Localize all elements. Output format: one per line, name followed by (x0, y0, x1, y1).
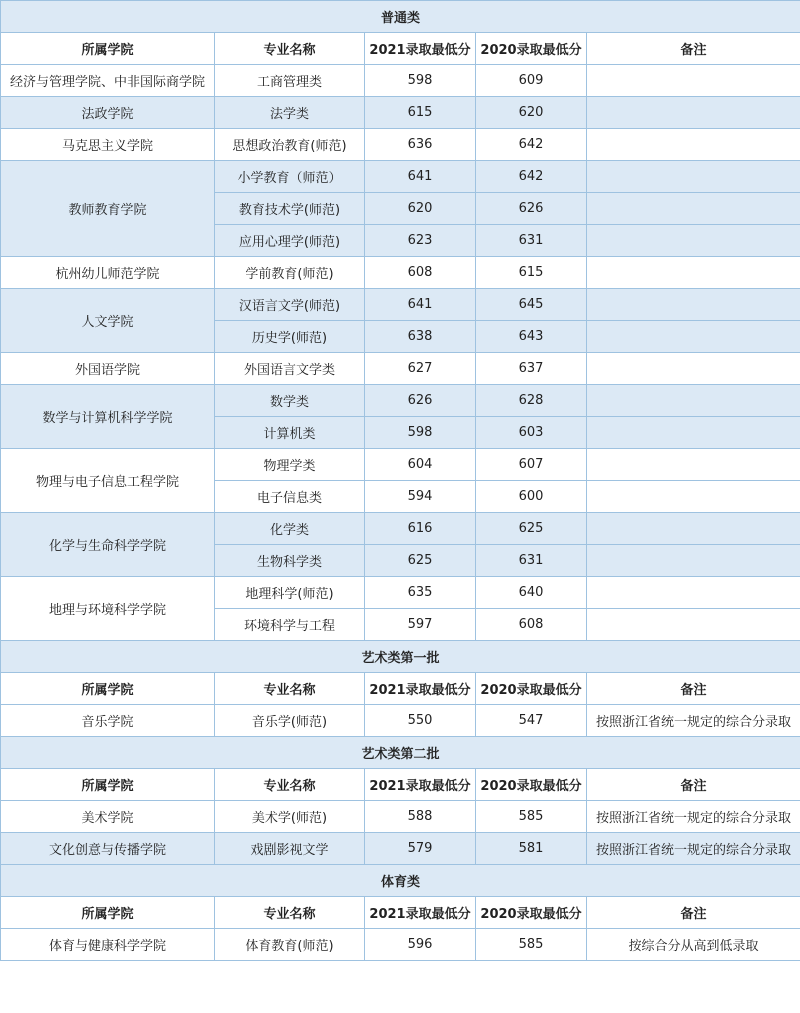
header-min-2021: 2021录取最低分 (365, 769, 476, 801)
section-title: 体育类 (1, 865, 800, 897)
score-2020-cell: 615 (476, 257, 587, 289)
section-title-row (1, 865, 800, 897)
header-college: 所属学院 (1, 769, 215, 801)
header-min-2020: 2020录取最低分 (476, 33, 587, 65)
table-row (1, 449, 800, 481)
header-college: 所属学院 (1, 897, 215, 929)
major-cell: 化学类 (215, 513, 365, 545)
major-cell: 生物科学类 (215, 545, 365, 577)
header-note: 备注 (587, 769, 800, 801)
major-cell: 地理科学(师范) (215, 577, 365, 609)
score-2021-cell: 596 (365, 929, 476, 961)
table-row (1, 353, 800, 385)
table-row (1, 289, 800, 321)
score-2021-cell: 598 (365, 417, 476, 449)
section-title: 艺术类第二批 (1, 737, 800, 769)
score-2021-cell: 626 (365, 385, 476, 417)
section-title: 普通类 (1, 1, 800, 33)
major-cell: 电子信息类 (215, 481, 365, 513)
header-note: 备注 (587, 33, 800, 65)
header-min-2020: 2020录取最低分 (476, 769, 587, 801)
major-cell: 教育技术学(师范) (215, 193, 365, 225)
header-major: 专业名称 (215, 897, 365, 929)
note-cell: 按照浙江省统一规定的综合分录取 (587, 801, 800, 833)
major-cell: 戏剧影视文学 (215, 833, 365, 865)
college-cell: 教师教育学院 (1, 161, 215, 257)
score-2021-cell: 598 (365, 65, 476, 97)
college-cell: 数学与计算机科学学院 (1, 385, 215, 449)
table-row (1, 385, 800, 417)
score-2021-cell: 641 (365, 161, 476, 193)
table-body (1, 1, 800, 961)
table-row (1, 929, 800, 961)
note-cell (587, 321, 800, 353)
score-2021-cell: 625 (365, 545, 476, 577)
score-2020-cell: 631 (476, 225, 587, 257)
college-cell: 经济与管理学院、中非国际商学院 (1, 65, 215, 97)
score-2021-cell: 615 (365, 97, 476, 129)
college-cell: 体育与健康科学学院 (1, 929, 215, 961)
score-2020-cell: 628 (476, 385, 587, 417)
note-cell: 按综合分从高到低录取 (587, 929, 800, 961)
note-cell: 按照浙江省统一规定的综合分录取 (587, 833, 800, 865)
college-cell: 马克思主义学院 (1, 129, 215, 161)
score-2021-cell: 616 (365, 513, 476, 545)
score-2020-cell: 637 (476, 353, 587, 385)
score-2021-cell: 623 (365, 225, 476, 257)
score-2021-cell: 588 (365, 801, 476, 833)
score-2020-cell: 547 (476, 705, 587, 737)
major-cell: 工商管理类 (215, 65, 365, 97)
note-cell: 按照浙江省统一规定的综合分录取 (587, 705, 800, 737)
score-2021-cell: 641 (365, 289, 476, 321)
note-cell (587, 449, 800, 481)
score-2020-cell: 642 (476, 161, 587, 193)
college-cell: 法政学院 (1, 97, 215, 129)
major-cell: 法学类 (215, 97, 365, 129)
table-row (1, 833, 800, 865)
table-row (1, 129, 800, 161)
note-cell (587, 289, 800, 321)
table-row (1, 65, 800, 97)
major-cell: 物理学类 (215, 449, 365, 481)
major-cell: 体育教育(师范) (215, 929, 365, 961)
table-header-row (1, 673, 800, 705)
table-row (1, 705, 800, 737)
header-note: 备注 (587, 673, 800, 705)
table-row (1, 801, 800, 833)
score-2021-cell: 638 (365, 321, 476, 353)
score-2021-cell: 594 (365, 481, 476, 513)
major-cell: 学前教育(师范) (215, 257, 365, 289)
score-2021-cell: 608 (365, 257, 476, 289)
section-title-row (1, 1, 800, 33)
header-note: 备注 (587, 897, 800, 929)
score-2020-cell: 645 (476, 289, 587, 321)
note-cell (587, 97, 800, 129)
score-2020-cell: 585 (476, 801, 587, 833)
header-college: 所属学院 (1, 673, 215, 705)
header-min-2021: 2021录取最低分 (365, 33, 476, 65)
major-cell: 美术学(师范) (215, 801, 365, 833)
table-row (1, 513, 800, 545)
table-row (1, 257, 800, 289)
college-cell: 地理与环境科学学院 (1, 577, 215, 641)
score-2020-cell: 643 (476, 321, 587, 353)
college-cell: 外国语学院 (1, 353, 215, 385)
note-cell (587, 161, 800, 193)
header-min-2021: 2021录取最低分 (365, 897, 476, 929)
header-major: 专业名称 (215, 769, 365, 801)
score-2021-cell: 620 (365, 193, 476, 225)
score-2020-cell: 581 (476, 833, 587, 865)
note-cell (587, 257, 800, 289)
section-title-row (1, 737, 800, 769)
table-row (1, 161, 800, 193)
header-major: 专业名称 (215, 33, 365, 65)
score-2020-cell: 608 (476, 609, 587, 641)
college-cell: 文化创意与传播学院 (1, 833, 215, 865)
table-row (1, 577, 800, 609)
note-cell (587, 577, 800, 609)
header-min-2020: 2020录取最低分 (476, 897, 587, 929)
major-cell: 计算机类 (215, 417, 365, 449)
note-cell (587, 353, 800, 385)
major-cell: 应用心理学(师范) (215, 225, 365, 257)
note-cell (587, 225, 800, 257)
score-2020-cell: 607 (476, 449, 587, 481)
college-cell: 人文学院 (1, 289, 215, 353)
score-2020-cell: 640 (476, 577, 587, 609)
score-2021-cell: 635 (365, 577, 476, 609)
note-cell (587, 545, 800, 577)
major-cell: 环境科学与工程 (215, 609, 365, 641)
table-header-row (1, 33, 800, 65)
college-cell: 化学与生命科学学院 (1, 513, 215, 577)
major-cell: 思想政治教育(师范) (215, 129, 365, 161)
header-min-2021: 2021录取最低分 (365, 673, 476, 705)
header-major: 专业名称 (215, 673, 365, 705)
section-title: 艺术类第一批 (1, 641, 800, 673)
score-2020-cell: 626 (476, 193, 587, 225)
major-cell: 数学类 (215, 385, 365, 417)
section-title-row (1, 641, 800, 673)
header-min-2020: 2020录取最低分 (476, 673, 587, 705)
score-2020-cell: 642 (476, 129, 587, 161)
major-cell: 音乐学(师范) (215, 705, 365, 737)
score-2020-cell: 625 (476, 513, 587, 545)
major-cell: 历史学(师范) (215, 321, 365, 353)
header-college: 所属学院 (1, 33, 215, 65)
note-cell (587, 385, 800, 417)
score-2021-cell: 636 (365, 129, 476, 161)
college-cell: 美术学院 (1, 801, 215, 833)
major-cell: 外国语言文学类 (215, 353, 365, 385)
score-2021-cell: 579 (365, 833, 476, 865)
note-cell (587, 129, 800, 161)
note-cell (587, 417, 800, 449)
note-cell (587, 609, 800, 641)
college-cell: 杭州幼儿师范学院 (1, 257, 215, 289)
score-2021-cell: 550 (365, 705, 476, 737)
table-header-row (1, 769, 800, 801)
score-2020-cell: 603 (476, 417, 587, 449)
table-row (1, 97, 800, 129)
college-cell: 音乐学院 (1, 705, 215, 737)
score-2020-cell: 609 (476, 65, 587, 97)
table-header-row (1, 897, 800, 929)
score-2020-cell: 585 (476, 929, 587, 961)
note-cell (587, 65, 800, 97)
note-cell (587, 513, 800, 545)
score-2020-cell: 600 (476, 481, 587, 513)
note-cell (587, 481, 800, 513)
score-2021-cell: 604 (365, 449, 476, 481)
major-cell: 汉语言文学(师范) (215, 289, 365, 321)
major-cell: 小学教育（师范） (215, 161, 365, 193)
score-2021-cell: 597 (365, 609, 476, 641)
score-2020-cell: 631 (476, 545, 587, 577)
score-2021-cell: 627 (365, 353, 476, 385)
score-2020-cell: 620 (476, 97, 587, 129)
note-cell (587, 193, 800, 225)
college-cell: 物理与电子信息工程学院 (1, 449, 215, 513)
